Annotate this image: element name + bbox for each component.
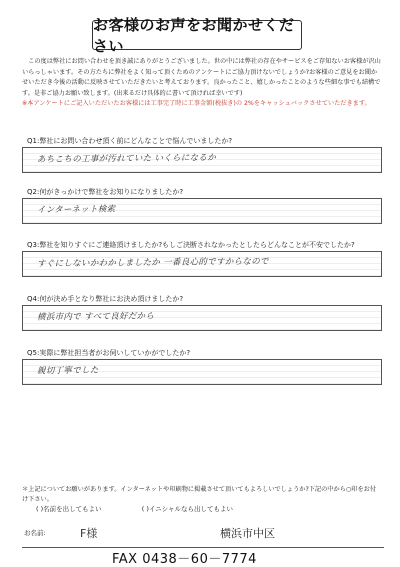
name-label: お名前: <box>24 529 46 537</box>
answer-4-text: 横浜市内で すべて良好だから <box>36 311 155 323</box>
customer-area: 横浜市中区 <box>220 527 275 540</box>
answer-3-box <box>22 251 382 277</box>
question-1-label: Q1:弊社にお問い合わせ頂く前にどんなことで悩んでいましたか? <box>27 137 233 145</box>
question-5-label: Q5:実際に弊社担当者がお伺いしていかがでしたか? <box>27 349 191 357</box>
answer-2-text: インターネット検索 <box>36 204 116 216</box>
fax-number: FAX 0438－60－7774 <box>112 552 257 567</box>
cashback-note: ※本アンケートにご記入いただいたお客様には工事完了時に工事金額(税抜き)の 2%をキャッシュバックさせていただきます。 <box>22 100 371 108</box>
answer-2-box <box>22 198 382 224</box>
answer-4-box <box>22 305 382 331</box>
choice-initials-ok[interactable]: ( )イニシャルなら出してもよい <box>141 505 233 513</box>
question-4-label: Q4:何が決め手となり弊社にお決め頂けましたか? <box>27 295 184 303</box>
publication-request: ＊上記についてお願いがあります。インターネットや印刷物に掲載させて頂いてもよろしいでしょうか?下記の中から○印をお付け下さい。 <box>22 486 377 503</box>
intro-paragraph: この度は弊社にお問い合わせを頂き誠にありがとうございました。世の中には弊社の存在やサービスをご存知ないお客様が沢山いらっしゃいます。その方たちに弊社をよく知って頂くためのアンケートにご協力頂けないでしょうか?お客様のご意見をお聞かせいただき今後の活動に反映させていただきたいと考えております。良かったこと、嬉しかったことのような些細な事でも結構です。是非ご協力お願い致します。(出来るだけ具体的に書いて頂ければ幸いです) <box>22 58 381 97</box>
answer-5-text: 親切丁寧でした <box>36 365 99 377</box>
question-2-label: Q2:何がきっかけで弊社をお知りになりましたか? <box>27 188 184 196</box>
choice-name-ok[interactable]: ( )名前を出してもよい <box>36 505 102 513</box>
intro-text <box>22 57 382 110</box>
name-row <box>22 527 384 548</box>
page-title: お客様のお声をお聞かせください <box>92 20 302 50</box>
answer-1-box <box>22 147 382 173</box>
answer-3-text: すぐにしないかわかしましたか 一番良心的ですからなので <box>36 256 269 270</box>
question-3-label: Q3:弊社を知りすぐにご連絡頂けましたか?もしご決断されなかったとしたらどんなことが不安でしたか? <box>27 241 355 249</box>
customer-name: F様 <box>80 527 98 540</box>
answer-5-box <box>22 359 382 385</box>
answer-1-text: あちこちの工事が汚れていた いくらになるか <box>36 153 217 165</box>
publication-choices <box>36 504 271 513</box>
